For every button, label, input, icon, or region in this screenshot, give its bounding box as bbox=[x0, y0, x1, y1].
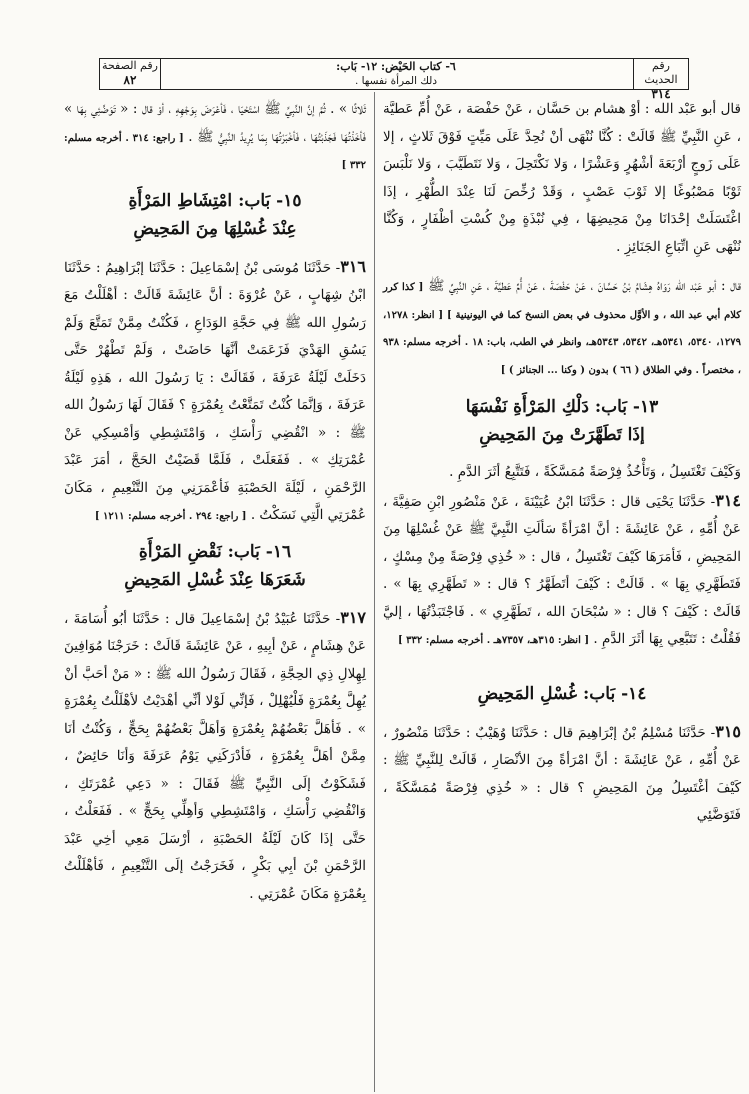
hadith-number: ٣١٦ bbox=[340, 256, 366, 276]
hadith-text: - حَدَّثَنَا يَحْيَى قال : حَدَّثَنَا ابْنُ عُيَيْنَةَ ، عَنْ مَنْصُورِ ابْنِ صَفِيَّةَ ، عَنْ أُمِّهِ ، عَنْ عَائِشَةَ : أنَّ امْرَأةً سَألَتِ النَّبِيَّ ﷺ عَنْ غُسْلِهَا مِنَ المَحِيضِ ، فَأمَرَهَا كَيْفَ تَغْتَسِلُ ، قال : « خُذِي فِرْصَةً مِنْ مِسْكٍ ، فَتَطَهَّرِي بِهَا » . قَالَتْ : كَيْفَ أتَطَهَّرُ ؟ قال : « تَطَهَّرِي بِهَا » . قَالَتْ : كَيْفَ ؟ قال : « سُبْحَانَ الله ، تَطَهَّرِي » . فَاجْتَبَذْتُهَا ، إليَّ فَقُلْتُ : تَتَبَّعِي بِهَا أثَرَ الدَّمِ . bbox=[383, 493, 741, 647]
page-header bbox=[99, 58, 689, 101]
narration-chain: قال : أبو عَبْد الله رَوَاهُ هِشَامُ بْنُ حَسَّانَ ، عَنْ حَفْصَةَ ، عَنْ أُمِّ عَطيَّةَ ، عَنِ النَّبِيِّ ﷺ bbox=[428, 278, 742, 294]
hadith-number: ٣١٤ bbox=[651, 87, 671, 101]
footnote: [ كذا كرر كلام أبي عبد الله ، و الأوَّل محذوف في بعض النسخ كما في اليونينية ] [ انظر: ١٢٧٨، ١٢٧٩، ٥٣٤٠، ٥٣٤١هـ، ٥٣٤٢، ٥٣٤٣هـ، وانظر في الطب، باب: ١٨ . أخرجه مسلم: ٩٣٨ ، مختصراً . وفي الطلاق ( ٦٦ ) بدون ( وكنا ... الجنائز ) ] bbox=[383, 282, 741, 376]
paragraph bbox=[383, 273, 741, 383]
chapter-heading-line: شَعَرَهَا عِنْدَ غُسْلِ المَحِيضِ bbox=[124, 569, 306, 590]
hadith bbox=[383, 718, 741, 830]
paragraph bbox=[64, 96, 366, 179]
hadith bbox=[64, 253, 366, 530]
header-book-title: ٦- كتاب الحَيْض: ١٢- بَاب: bbox=[336, 60, 456, 73]
chapter-heading-line: عِنْدَ غُسْلِهَا مِنَ المَحِيضِ bbox=[133, 218, 297, 239]
reference: [ انظر: ٣١٥هـ، ٧٣٥٧هـ . أخرجه مسلم: ٣٣٢ ] bbox=[397, 635, 590, 646]
hadith-number-label: رقم الحديث bbox=[644, 59, 678, 86]
chapter-heading-line: إذَا تَطَهَّرَتْ مِنَ المَحِيضِ bbox=[479, 425, 645, 445]
chapter-heading-line: ١٤- بَاب: غُسْلِ المَحِيضِ bbox=[477, 683, 647, 704]
header-title bbox=[160, 59, 632, 89]
hadith-number: ٣١٧ bbox=[340, 607, 366, 627]
hadith-text: ثَلاثًا » . ثُمَّ إنَّ النَّبِيَّ ﷺ اسْتَحْيَا ، فَأعْرَضَ بِوَجْهِهِ ، أوْ قال : « تَوَضَّئِي بِهَا » فَأخَذْتُهَا فَجَذَبْتُهَا ، فَأخْبَرْتُهَا بِمَا يُرِيدُ النَّبِيُّ ﷺ . bbox=[64, 101, 367, 145]
hadith bbox=[383, 487, 741, 654]
page-number-box bbox=[99, 58, 161, 90]
page-number: ٨٢ bbox=[123, 73, 137, 87]
hadith-number-box bbox=[633, 58, 689, 101]
reference: [ راجع: ٢٩٤ . أخرجه مسلم: ١٢١١ ] bbox=[94, 511, 247, 522]
hadith-text: - حَدَّثَنَا مُوسَى بْنُ إسْمَاعِيلَ : حَدَّثَنَا إبْرَاهِيمُ : حَدَّثَنَا ابْنُ شِهَابٍ ، عَنْ عُرْوَةَ : أنَّ عَائِشَةَ قَالَتْ : أهْلَلْتُ مَعَ رَسُولِ الله ﷺ فِي حَجَّةِ الوَدَاعِ ، فَكُنْتُ مِمَّنْ تَمَتَّعَ وَلَمْ يَسُقِ الهَدْيَ فَزَعَمَتْ أنَّهَا حَاضَتْ ، وَلَمْ تَطْهُرْ حَتَّى دَخَلَتْ لَيْلَةُ عَرَفَةَ ، فَقَالَتْ : يَا رَسُولَ الله ، هَذِهِ لَيْلَةُ عَرَفَةَ ، وَإنَّمَا كُنْتُ تَمَتَّعْتُ بِعُمْرَةٍ ؟ فَقَالَ لَهَا رَسُولُ الله ﷺ : « انْقُضِي رَأْسَكِ ، وَامْتَشِطِي وَأمْسِكِي عَنْ عُمْرَتِكِ » . فَفَعَلَتْ ، فَلَمَّا قَضَيْتُ الحَجَّ ، أمَرَ عَبْدَ الرَّحْمَنِ ، لَيْلَةَ الحَصْبَةِ فَأعْمَرَنِي مِنَ التَّنْعِيمِ ، مَكَانَ عُمْرَتِي الَّتِي نَسَكْتُ . bbox=[64, 259, 366, 523]
chapter-heading-line: ١٥- بَاب: امْتِشَاطِ المَرْأَةِ bbox=[128, 190, 302, 211]
chapter-heading-line: ١٣- بَاب: دَلْكِ المَرْأَةِ نَفْسَهَا bbox=[465, 397, 659, 417]
hadith-text: - حَدَّثَنَا عُبَيْدُ بْنُ إسْمَاعِيلَ قال : حَدَّثَنَا أبُو أُسَامَةَ ، عَنْ هِشَامٍ ، عَنْ أبِيهِ ، عَنْ عَائِشَةَ قَالَتْ : خَرَجْنَا مُوَافِينَ لِهِلالِ ذِي الحِجَّةِ ، فَقَالَ رَسُولُ الله ﷺ : « مَنْ أحَبَّ أنْ يُهِلَّ بِعُمْرَةٍ فَلْيُهْلِلْ ، فَإنِّي لَوْلا أنِّي أهْدَيْتُ لأهْلَلْتُ بِعُمْرَةٍ » . فَأهَلَّ بَعْضُهُمْ بِعُمْرَةٍ وَأهَلَّ بَعْضُهُمْ بِحَجٍّ ، وَكُنْتُ أنَا مِمَّنْ أهَلَّ بِعُمْرَةٍ ، فَأدْرَكَنِي يَوْمُ عَرَفَةَ وَأنَا حَائِضٌ ، فَشَكَوْتُ إلَى النَّبِيِّ ﷺ فَقَالَ : « دَعِي عُمْرَتَكِ ، وَانْقُضِي رَأْسَكِ ، وَامْتَشِطِي وَأهِلِّي بِحَجٍّ » . فَفَعَلْتُ ، حَتَّى إذَا كَانَ لَيْلَةُ الحَصْبَةِ ، أرْسَلَ مَعِي أخِي عَبْدَ الرَّحْمَنِ بْنَ أبِي بَكْرٍ ، فَخَرَجْتُ إلَى التَّنْعِيمِ ، فَأهْلَلْتُ بِعُمْرَةٍ مَكَانَ عُمْرَتِي . bbox=[64, 610, 366, 902]
right-column bbox=[383, 96, 741, 830]
reference: [ راجع: ٣١٤ . أخرجه مسلم: ٣٣٢ ] bbox=[64, 132, 366, 171]
chapter-heading bbox=[64, 187, 366, 243]
column-divider bbox=[374, 92, 375, 1092]
chapter-heading bbox=[383, 680, 741, 708]
chapter-heading-line: ١٦- بَاب: نَقْضِ المَرْأَةِ bbox=[138, 541, 292, 562]
hadith-text: - حَدَّثَنَا مُسْلِمُ بْنُ إبْرَاهِيمَ قال : حَدَّثَنَا وُهَيْبٌ : حَدَّثَنَا مَنْصُورٌ ، عَنْ أُمِّهِ ، عَنْ عَائِشَةَ : أنَّ امْرَأةً مِنَ الأنْصَارِ ، قَالَتْ لِلنَّبِيِّ ﷺ : كَيْفَ أغْتَسِلُ مِنَ المَحِيضِ ؟ قال : « خُذِي فِرْصَةً مُمَسَّكَةً ، فَتَوَضَّئِي bbox=[383, 724, 741, 823]
hadith bbox=[64, 604, 366, 909]
paragraph: قال أبو عَبْد الله : أوْ هشام بن حَسَّان ، عَنْ حَفْصَة ، عَنْ أُمِّ عَطيَّة ، عَنِ النَّبِيِّ ﷺ قَالَتْ : كُنَّا نُنْهَى أنْ نُحِدَّ عَلَى مَيِّتٍ فَوْقَ ثَلاثٍ ، إلا عَلَى زَوجٍ أرْبَعَةَ أشْهُرٍ وَعَشْرًا ، وَلا نَكْتَحِلَ ، وَلا نَتَطَيَّبَ ، وَلا نَلْبَسَ ثَوْبًا مَصْبُوغًا إلا ثَوْبَ عَصْبٍ ، وَقَدْ رُخِّصَ لَنَا عِنْدَ الطُّهْرِ ، إذَا اغْتَسَلَتْ إحْدَانَا مِنْ مَحِيضِهَا ، فِي نُبْذَةٍ مِنْ كُسْتِ أظْفَارٍ ، وَكُنَّا نُنْهَى عَنِ اتِّبَاعِ الجَنَائِزِ . bbox=[383, 101, 741, 255]
chapter-heading bbox=[383, 393, 741, 449]
hadith-number: ٣١٥ bbox=[715, 721, 741, 741]
paragraph: وَكَيْفَ تَغْتَسِلُ ، وَتَأْخُذُ فِرْصَةً مُمَسَّكَةً ، فَتَتَّبِعُ أثَرَ الدَّمِ . bbox=[449, 464, 741, 480]
hadith-number: ٣١٤ bbox=[715, 490, 741, 510]
chapter-heading bbox=[64, 538, 366, 594]
header-chapter-title: دلك المرأة نفسها . bbox=[354, 75, 438, 87]
left-column bbox=[64, 96, 366, 908]
page-number-label: رقم الصفحة bbox=[102, 59, 158, 72]
